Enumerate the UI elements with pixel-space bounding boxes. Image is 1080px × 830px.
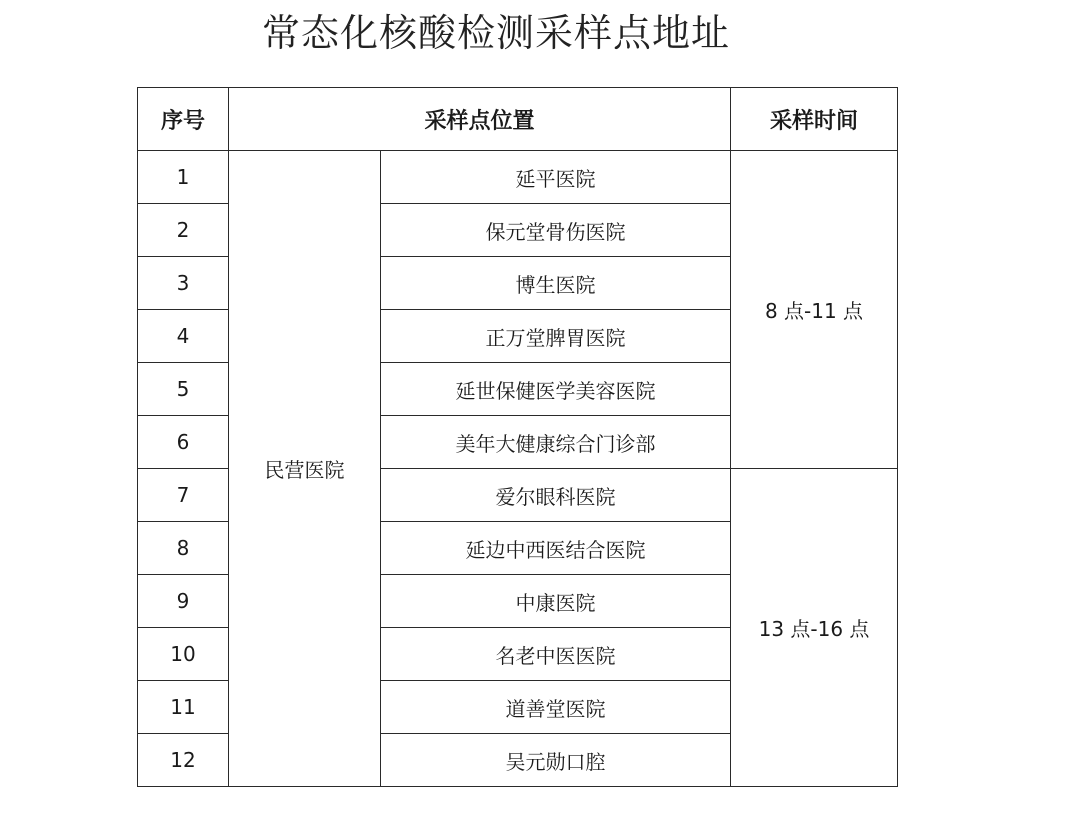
category-cell: 民营医院 [229,151,381,787]
sampling-sites-table [137,87,898,787]
site-name: 保元堂骨伤医院 [381,204,731,257]
row-number: 10 [138,628,229,681]
site-name: 吴元勋口腔 [381,734,731,787]
table-row [138,151,898,204]
header-time: 采样时间 [731,88,898,151]
site-name: 延边中西医结合医院 [381,522,731,575]
time-slot-morning: 8 点-11 点 [731,151,898,469]
site-name: 爱尔眼科医院 [381,469,731,522]
row-number: 11 [138,681,229,734]
row-number: 8 [138,522,229,575]
time-slot-afternoon: 13 点-16 点 [731,469,898,787]
site-name: 延平医院 [381,151,731,204]
header-number: 序号 [138,88,229,151]
row-number: 7 [138,469,229,522]
page-title: 常态化核酸检测采样点地址 [262,11,731,55]
site-name: 美年大健康综合门诊部 [381,416,731,469]
site-name: 道善堂医院 [381,681,731,734]
table-header-row [138,88,898,151]
row-number: 3 [138,257,229,310]
site-name: 正万堂脾胃医院 [381,310,731,363]
site-name: 名老中医医院 [381,628,731,681]
row-number: 5 [138,363,229,416]
row-number: 1 [138,151,229,204]
site-name: 中康医院 [381,575,731,628]
header-location: 采样点位置 [229,88,731,151]
row-number: 4 [138,310,229,363]
row-number: 2 [138,204,229,257]
row-number: 6 [138,416,229,469]
site-name: 博生医院 [381,257,731,310]
site-name: 延世保健医学美容医院 [381,363,731,416]
row-number: 12 [138,734,229,787]
row-number: 9 [138,575,229,628]
